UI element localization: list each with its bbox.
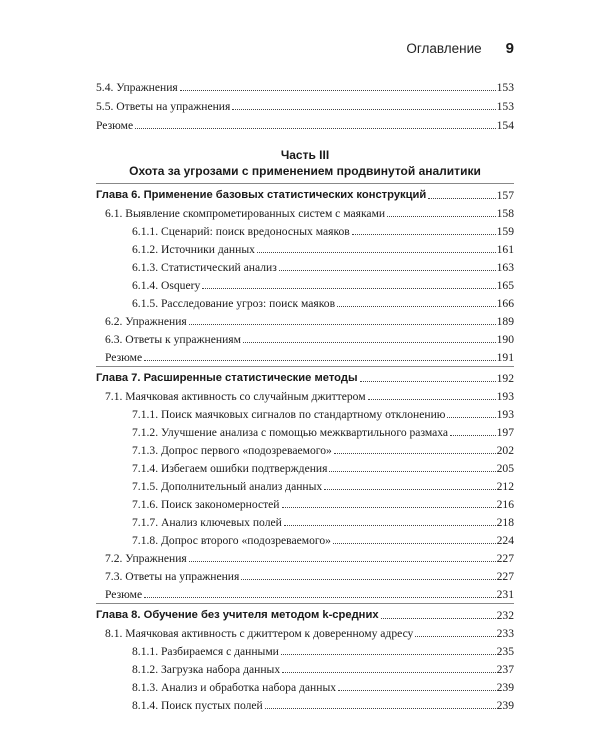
toc-entry[interactable]: 7.1.5. Дополнительный анализ данных 212 — [132, 480, 514, 493]
toc-entry[interactable]: 7.1. Маячковая активность со случайным джиттером 193 — [105, 390, 514, 403]
toc-entry[interactable]: 6.1.3. Статистический анализ 163 — [132, 261, 514, 274]
toc-entry[interactable]: Резюме 191 — [105, 351, 514, 364]
running-title: Оглавление — [406, 41, 482, 56]
page-header — [406, 40, 514, 57]
toc-entry[interactable]: 8.1. Маячковая активность с джиттером к доверенному адресу 233 — [105, 627, 514, 640]
toc-entry[interactable]: 7.1.2. Улучшение анализа с помощью межквартильного размаха 197 — [132, 426, 514, 439]
toc-entry[interactable]: 6.2. Упражнения 189 — [105, 315, 514, 328]
toc-entry[interactable]: 6.3. Ответы к упражнениям 190 — [105, 333, 514, 346]
toc-entry[interactable]: 7.2. Упражнения 227 — [105, 552, 514, 565]
toc-entry[interactable]: 8.1.2. Загрузка набора данных 237 — [132, 663, 514, 676]
toc-chapter-8[interactable]: Глава 8. Обучение без учителя методом k-средних 232 — [96, 609, 514, 622]
toc-entry[interactable]: 5.5. Ответы на упражнения 153 — [96, 100, 514, 113]
part-title: Охота за угрозами с применением продвинутой аналитики — [129, 164, 481, 178]
toc-entry[interactable]: 6.1.2. Источники данных 161 — [132, 243, 514, 256]
toc-entry[interactable]: 6.1.1. Сценарий: поиск вредоносных маяков 159 — [132, 225, 514, 238]
toc-entry[interactable]: 6.1.4. Osquery 165 — [132, 279, 514, 292]
toc-entry[interactable]: 6.1. Выявление скомпрометированных систем с маяками 158 — [105, 207, 514, 220]
toc-chapter-6[interactable]: Глава 6. Применение базовых статистических конструкций 157 — [96, 189, 514, 202]
toc-chapter-7[interactable]: Глава 7. Расширенные статистические методы 192 — [96, 372, 514, 385]
toc-entry[interactable]: 7.1.4. Избегаем ошибки подтверждения 205 — [132, 462, 514, 475]
toc-entry[interactable]: 7.1.6. Поиск закономерностей 216 — [132, 498, 514, 511]
toc-entry[interactable]: 6.1.5. Расследование угроз: поиск маяков 166 — [132, 297, 514, 310]
toc-entry[interactable]: 7.1.7. Анализ ключевых полей 218 — [132, 516, 514, 529]
toc-entry[interactable]: 7.1.8. Допрос второго «подозреваемого» 224 — [132, 534, 514, 547]
toc-entry[interactable]: 8.1.4. Поиск пустых полей 239 — [132, 699, 514, 712]
divider — [96, 366, 514, 367]
toc-entry[interactable]: Резюме 231 — [105, 588, 514, 601]
toc-entry[interactable]: 8.1.3. Анализ и обработка набора данных 239 — [132, 681, 514, 694]
divider — [96, 183, 514, 184]
divider — [96, 603, 514, 604]
toc-entry[interactable]: 7.1.1. Поиск маячковых сигналов по стандартному отклонению 193 — [132, 408, 514, 421]
toc-entry[interactable]: 5.4. Упражнения 153 — [96, 81, 514, 94]
part-label: Часть III — [280, 148, 330, 162]
toc-entry[interactable]: 7.3. Ответы на упражнения 227 — [105, 570, 514, 583]
toc-entry[interactable]: 8.1.1. Разбираемся с данными 235 — [132, 645, 514, 658]
toc-entry[interactable]: 7.1.3. Допрос первого «подозреваемого» 202 — [132, 444, 514, 457]
toc-entry[interactable]: Резюме 154 — [96, 119, 514, 132]
page-number: 9 — [505, 40, 514, 57]
